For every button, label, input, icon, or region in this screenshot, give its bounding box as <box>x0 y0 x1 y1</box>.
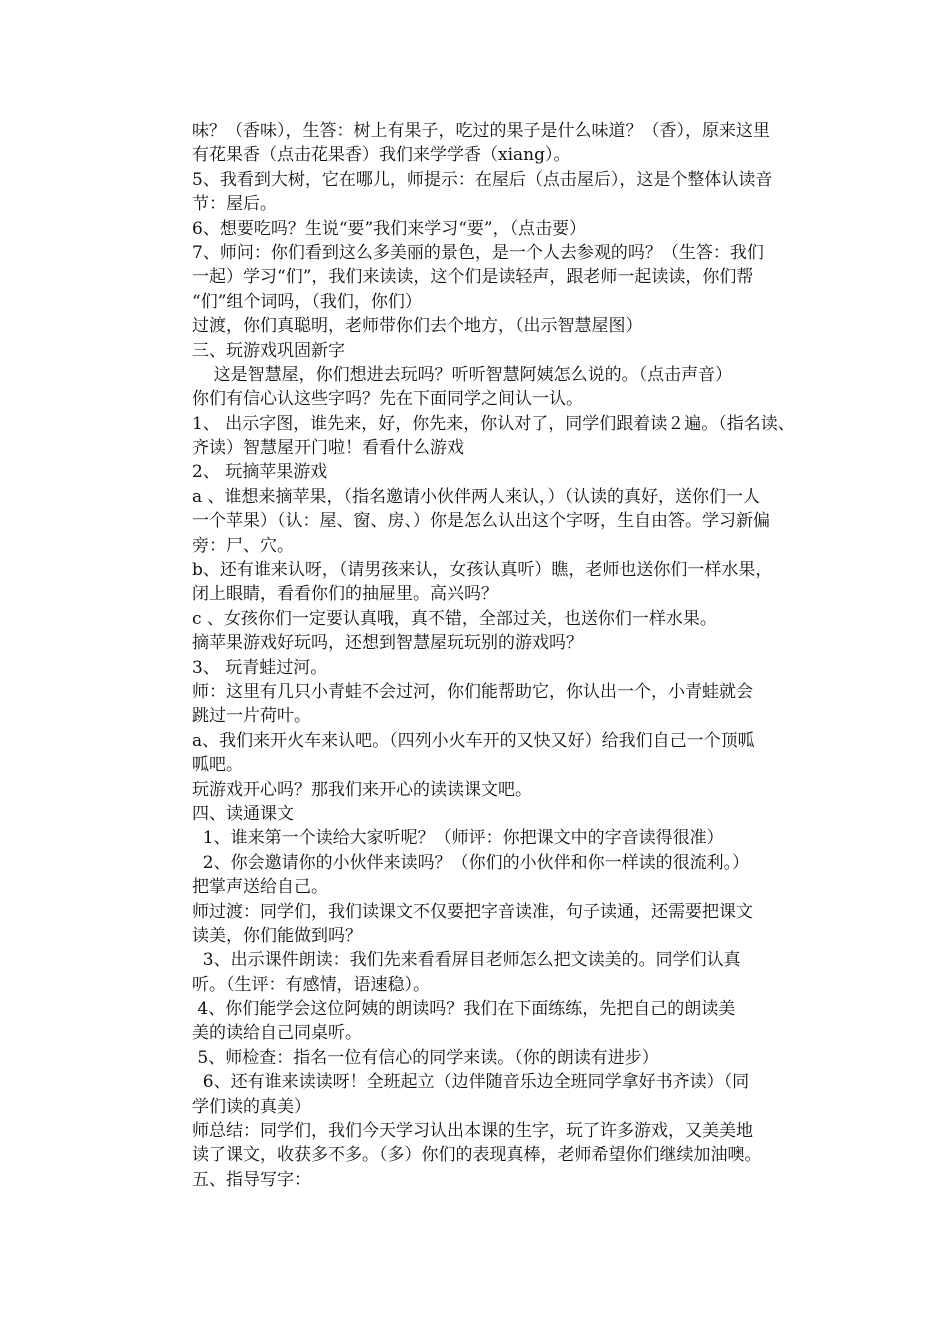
text-line: 味？（香味），生答：树上有果子，吃过的果子是什么味道？（香），原来这里 <box>192 121 770 141</box>
lesson-plan-text <box>192 119 822 1192</box>
text-line: 读了课文，收获多不多。（多）你们的表现真棒，老师希望你们继续加油噢。 <box>192 1145 762 1166</box>
text-line: 齐读）智慧屋开门啦！看看什么游戏 <box>192 438 464 459</box>
text-line: b、还有谁来认呀，（请男孩来认，女孩认真听）瞧，老师也送你们一样水果， <box>192 560 773 581</box>
text-line: 4、你们能学会这位阿姨的朗读吗？我们在下面练练，先把自己的朗读美 <box>192 999 736 1020</box>
text-line: 师总结：同学们，我们今天学习认出本课的生字，玩了许多游戏，又美美地 <box>192 1121 753 1142</box>
text-line: 旁：尸、穴。 <box>192 535 294 556</box>
text-line: 6、想要吃吗？生说“要”我们来学习“要”，（点击要） <box>192 218 587 239</box>
text-line: 这是智慧屋，你们想进去玩吗？听听智慧阿姨怎么说的。（点击声音） <box>192 364 733 385</box>
text-line: 四、读通课文 <box>192 803 294 824</box>
text-line: 摘苹果游戏好玩吗，还想到智慧屋玩玩别的游戏吗？ <box>192 633 583 654</box>
text-line: 听。（生评：有感情，语速稳）。 <box>192 974 430 995</box>
text-line: 2、你会邀请你的小伙伴来读吗？（你们的小伙伴和你一样读的很流利。） <box>192 852 750 873</box>
text-line: c 、女孩你们一定要认真哦，真不错，全部过关，也送你们一样水果。 <box>192 608 717 629</box>
text-line: “们”组个词吗，（我们，你们） <box>192 291 422 312</box>
text-line: 跳过一片荷叶。 <box>192 706 311 727</box>
text-line: 过渡，你们真聪明，老师带你们去个地方，（出示智慧屋图） <box>192 316 643 337</box>
text-line: 1、 出示字图，谁先来，好，你先来，你认对了，同学们跟着读２遍。（指名读、 <box>192 413 795 434</box>
text-line: 师过渡：同学们，我们读课文不仅要把字音读准，句子读通，还需要把课文 <box>192 901 753 922</box>
text-line: 有花果香（点击花果香）我们来学学香（xiang）。 <box>192 145 571 166</box>
text-line: 5、我看到大树，它在哪儿，师提示：在屋后（点击屋后），这是个整体认读音 <box>192 169 773 190</box>
text-line: 闭上眼睛，看看你们的抽屉里。高兴吗？ <box>192 584 498 605</box>
text-line: 玩游戏开心吗？那我们来开心的读读课文吧。 <box>192 779 532 800</box>
text-line: 美的读给自己同桌听。 <box>192 1023 362 1044</box>
text-line: 呱吧。 <box>192 755 243 776</box>
text-line: 3、出示课件朗读：我们先来看看屏目老师怎么把文读美的。同学们认真 <box>192 950 741 971</box>
text-line: 读美，你们能做到吗？ <box>192 925 362 946</box>
text-line: 你们有信心认这些字吗？先在下面同学之间认一认。 <box>192 389 583 410</box>
text-line: 一个苹果）（认：屋、窗、房、）你是怎么认出这个字呀，生自由答。学习新偏 <box>192 511 770 532</box>
text-line: 6、还有谁来读读呀！全班起立（边伴随音乐边全班同学拿好书齐读）（同 <box>192 1072 750 1093</box>
text-line: 学们读的真美） <box>192 1096 311 1117</box>
text-line: 2、 玩摘苹果游戏 <box>192 462 328 483</box>
text-line: 把掌声送给自己。 <box>192 877 328 898</box>
text-line: 7、师问：你们看到这么多美丽的景色，是一个人去参观的吗？（生答：我们 <box>192 242 764 263</box>
text-line: 1、谁来第一个读给大家听呢？（师评：你把课文中的字音读得很准） <box>192 828 724 849</box>
text-line: a、我们来开火车来认吧。（四列小火车开的又快又好）给我们自己一个顶呱 <box>192 730 755 751</box>
text-line: 一起）学习“们”，我们来读读，这个们是读轻声，跟老师一起读读，你们帮 <box>192 267 754 288</box>
text-line: 3、 玩青蛙过河。 <box>192 657 328 678</box>
text-line: 师：这里有几只小青蛙不会过河，你们能帮助它，你认出一个，小青蛙就会 <box>192 681 753 702</box>
text-line: 节：屋后。 <box>192 194 277 215</box>
text-line: a 、谁想来摘苹果，（指名邀请小伙伴两人来认，）（认读的真好，送你们一人 <box>192 486 761 507</box>
text-line: 三、玩游戏巩固新字 <box>192 340 345 361</box>
text-line: 5、师检查：指名一位有信心的同学来读。（你的朗读有进步） <box>192 1047 659 1068</box>
text-line: 五、指导写字： <box>192 1169 311 1190</box>
